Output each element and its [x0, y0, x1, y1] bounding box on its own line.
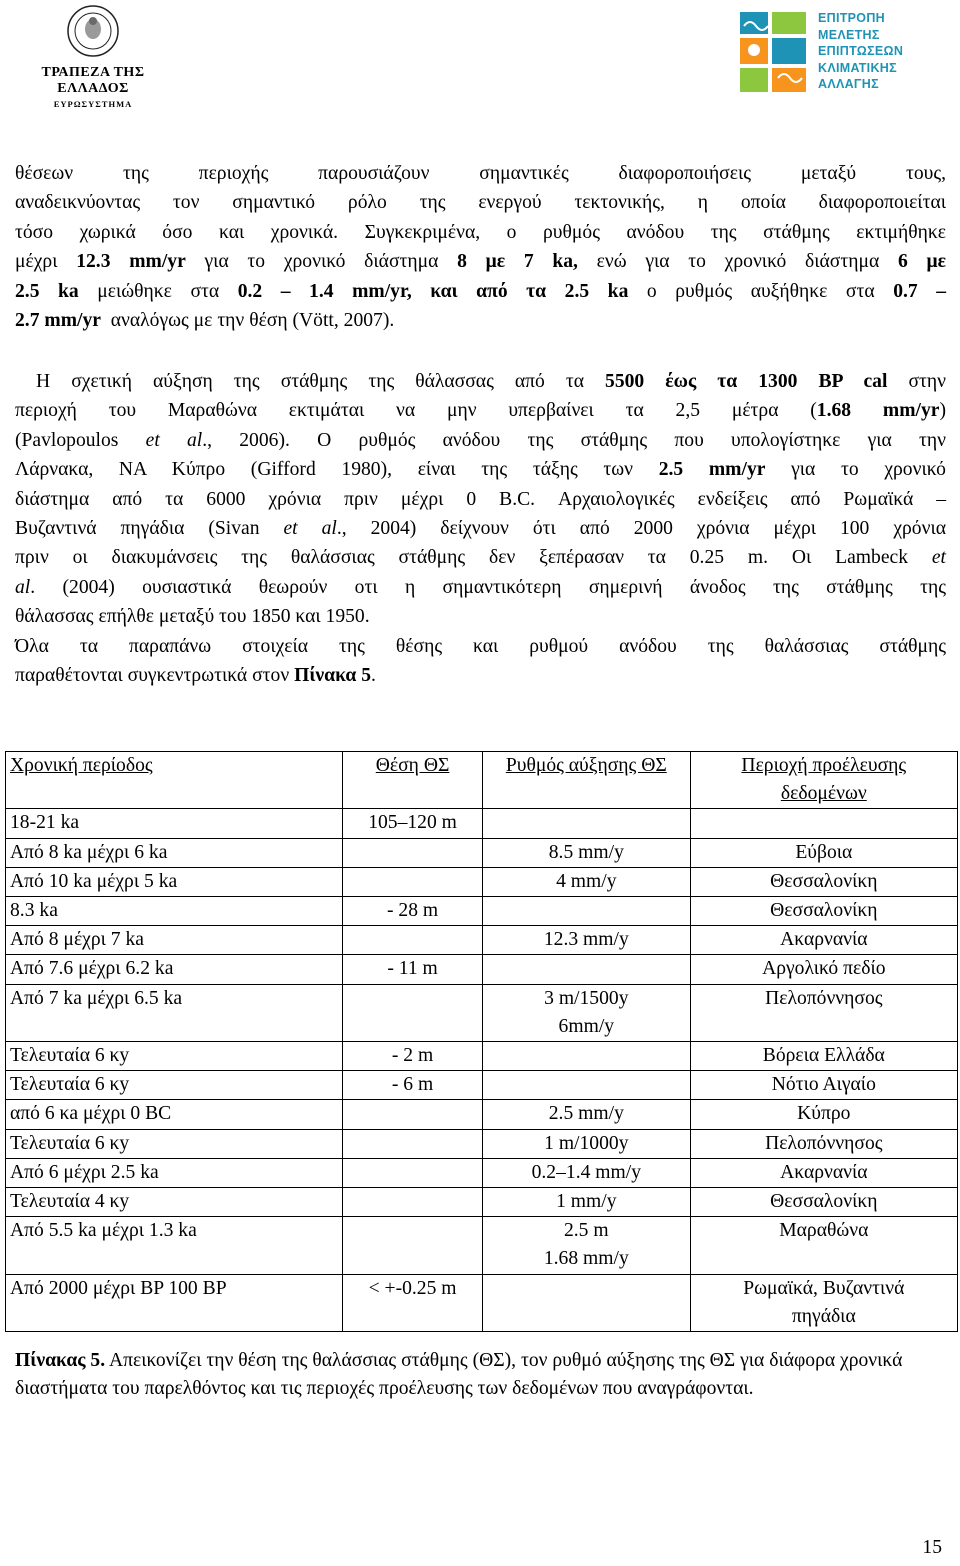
- col-header-rate: Ρυθμός αύξησης ΘΣ: [483, 752, 691, 809]
- table-row: [6, 1071, 958, 1100]
- cell-region: Νότιο Αιγαίο: [690, 1071, 957, 1100]
- cell-position: [343, 1129, 483, 1158]
- cell-position: 105–120 m: [343, 809, 483, 838]
- cell-rate: 1 mm/y: [483, 1188, 691, 1217]
- table-row: [6, 1274, 958, 1331]
- cell-period: από 6 κa μέχρι 0 BC: [6, 1100, 343, 1129]
- table-row: [6, 1129, 958, 1158]
- cell-period: 18-21 ka: [6, 809, 343, 838]
- cell-rate: [483, 1274, 691, 1331]
- cell-rate: [483, 897, 691, 926]
- cell-position: - 28 m: [343, 897, 483, 926]
- table-row: [6, 897, 958, 926]
- cell-region: Ρωμαϊκά, Βυζαντινά πηγάδια: [690, 1274, 957, 1331]
- cell-rate: [483, 809, 691, 838]
- table-row: [6, 1100, 958, 1129]
- cell-rate: 2.5 mm/y: [483, 1100, 691, 1129]
- bank-of-greece-logo: [8, 4, 178, 109]
- table-header-row: [6, 752, 958, 809]
- table-caption: Πίνακας 5. Απεικονίζει την θέση της θαλάσσιας στάθμης (ΘΣ), τον ρυθμό αύξησης της ΘΣ για διάφορα χρονικά διαστήματα του παρελθόντος και τις περιοχές προέλευσης των δεδομένων που αναγράφονται.: [15, 1350, 903, 1399]
- cell-region: Θεσσαλονίκη: [690, 1188, 957, 1217]
- bank-seal-icon: [66, 4, 120, 58]
- paragraph-sea-level: Η σχετική αύξηση της στάθμης της θάλασσας από τα 5500 έως τα 1300 BP cal στην περιοχή του Μαραθώνα εκτιμάται να μην υπερβαίνει τα 2,5 μέτρα (1.68 mm/yr) (Pavlopoulos et al., 2006). Ο ρυθμός ανόδου της στάθμης που υπολογίστηκε για την Λάρνακα, ΝΑ Κύπρο (Gifford 1980), είναι της τάξης των 2.5 mm/yr για το χρονικό διάστημα από τα 6000 χρόνια πριν μέχρι 0 B.C. Αρχαιολογικές ενδείξεις από Ρωμαϊκά – Βυζαντινά πηγάδια (Sivan et al., 2004) δείχνουν ότι από 2000 χρόνια μέχρι 100 χρόνια πριν οι διακυμάνσεις της θαλάσσιας στάθμης δεν ξεπέρασαν τα 0.25 m. Οι Lambeck et al. (2004) ουσιαστικά θεωρούν οτι η σημαντικότερη σημερινή άνοδος της στάθμης της θάλασσας επήλθε μεταξύ του 1850 και 1950. Όλα τα παραπάνω στοιχεία της θέσης και ρυθμού ανόδου της θαλάσσιας στάθμης παραθέτονται συγκεντρωτικά στον Πίνακα 5.: [15, 371, 947, 687]
- col-header-region: Περιοχή προέλευσης δεδομένων: [690, 752, 957, 809]
- cell-region: Ακαρνανία: [690, 1158, 957, 1187]
- table-row: [6, 838, 958, 867]
- cell-region: Θεσσαλονίκη: [690, 867, 957, 896]
- cell-region: Πελοπόννησος: [690, 1129, 957, 1158]
- table-row: [6, 1217, 958, 1274]
- cell-rate: [483, 1042, 691, 1071]
- cell-region: Ακαρνανία: [690, 926, 957, 955]
- committee-name: ΕΠΙΤΡΟΠΗ ΜΕΛΕΤΗΣ ΕΠΙΠΤΩΣΕΩΝ ΚΛΙΜΑΤΙΚΗΣ ΑΛΛΑΓΗΣ: [818, 11, 904, 91]
- cell-period: Από 8 μέχρι 7 ka: [6, 926, 343, 955]
- paragraph-tectonics: θέσεων της περιοχής παρουσιάζουν σημαντικές διαφοροποιήσεις μεταξύ τους, αναδεικνύοντας τον σημαντικό ρόλο της ενεργού τεκτονικής, η οποία διαφοροποιείται τόσο χωρικά όσο και χρονικά. Συγκεκριμένα, ο ρυθμός ανόδου της στάθμης εκτιμήθηκε μέχρι 12.3 mm/yr για το χρονικό διάστημα 8 με 7 ka, ενώ για το χρονικό διάστημα 6 με 2.5 ka μειώθηκε στα 0.2 – 1.4 mm/yr, και από τα 2.5 ka ο ρυθμός αυξήθηκε στα 0.7 – 2.7 mm/yr αναλόγως με την θέση (Vött, 2007).: [15, 163, 947, 332]
- cell-period: Από 2000 μέχρι BP 100 BP: [6, 1274, 343, 1331]
- cell-period: Από 6 μέχρι 2.5 ka: [6, 1158, 343, 1187]
- cell-region: Πελοπόννησος: [690, 984, 957, 1041]
- cell-position: [343, 838, 483, 867]
- cell-position: - 11 m: [343, 955, 483, 984]
- table-row: [6, 926, 958, 955]
- table-row: [6, 1158, 958, 1187]
- cell-position: < +-0.25 m: [343, 1274, 483, 1331]
- cell-rate: [483, 1071, 691, 1100]
- cell-region: Αργολικό πεδίο: [690, 955, 957, 984]
- cell-rate: 3 m/1500y 6mm/y: [483, 984, 691, 1041]
- cell-rate: 12.3 mm/y: [483, 926, 691, 955]
- page-number: 15: [922, 1537, 942, 1558]
- sea-level-table: [5, 751, 958, 1332]
- cell-position: [343, 1188, 483, 1217]
- table-row: [6, 1188, 958, 1217]
- cell-position: [343, 1100, 483, 1129]
- cell-period: 8.3 ka: [6, 897, 343, 926]
- cell-rate: [483, 955, 691, 984]
- table-row: [6, 955, 958, 984]
- cell-period: Από 10 ka μέχρι 5 ka: [6, 867, 343, 896]
- cell-rate: 8.5 mm/y: [483, 838, 691, 867]
- cell-period: Τελευταία 4 κy: [6, 1188, 343, 1217]
- bank-subtitle: ΕΥΡΩΣΥΣΤΗΜΑ: [53, 99, 133, 109]
- cell-position: [343, 926, 483, 955]
- cell-position: [343, 1158, 483, 1187]
- cell-region: Μαραθώνα: [690, 1217, 957, 1274]
- bank-name: ΤΡΑΠΕΖΑ ΤΗΣ ΕΛΛΑΔΟΣ: [41, 65, 145, 96]
- cell-region: [690, 809, 957, 838]
- cell-region: Θεσσαλονίκη: [690, 897, 957, 926]
- cell-period: Από 7 ka μέχρι 6.5 ka: [6, 984, 343, 1041]
- cell-rate: 4 mm/y: [483, 867, 691, 896]
- cell-position: - 6 m: [343, 1071, 483, 1100]
- cell-region: Βόρεια Ελλάδα: [690, 1042, 957, 1071]
- table-row: [6, 867, 958, 896]
- table-row: [6, 1042, 958, 1071]
- cell-rate: 2.5 m 1.68 mm/y: [483, 1217, 691, 1274]
- cell-region: Εύβοια: [690, 838, 957, 867]
- cell-period: Τελευταία 6 κy: [6, 1042, 343, 1071]
- climate-committee-icon: [738, 12, 810, 94]
- col-header-period: Χρονική περίοδος: [6, 752, 343, 809]
- cell-period: Από 8 ka μέχρι 6 ka: [6, 838, 343, 867]
- cell-position: - 2 m: [343, 1042, 483, 1071]
- table-row: [6, 984, 958, 1041]
- cell-period: Τελευταία 6 κy: [6, 1071, 343, 1100]
- cell-rate: 1 m/1000y: [483, 1129, 691, 1158]
- cell-period: Από 5.5 ka μέχρι 1.3 ka: [6, 1217, 343, 1274]
- table-row: [6, 809, 958, 838]
- climate-committee-logo: [738, 6, 953, 98]
- col-header-position: Θέση ΘΣ: [343, 752, 483, 809]
- cell-position: [343, 984, 483, 1041]
- cell-position: [343, 1217, 483, 1274]
- cell-period: Από 7.6 μέχρι 6.2 ka: [6, 955, 343, 984]
- cell-position: [343, 867, 483, 896]
- cell-period: Τελευταία 6 κy: [6, 1129, 343, 1158]
- cell-rate: 0.2–1.4 mm/y: [483, 1158, 691, 1187]
- cell-region: Κύπρο: [690, 1100, 957, 1129]
